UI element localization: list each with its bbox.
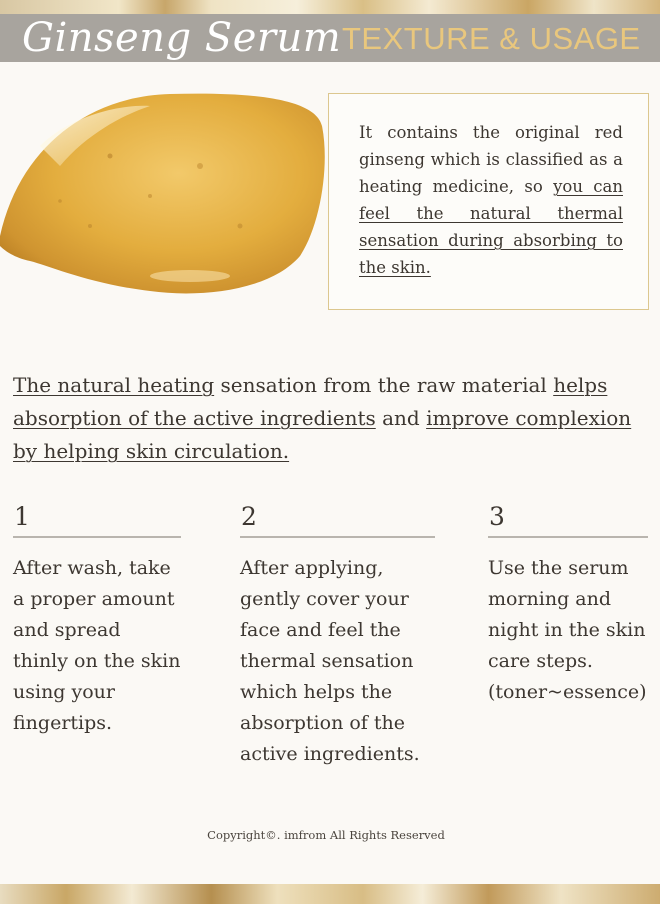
top-decorative-strip: [0, 0, 660, 14]
lead-part-2: sensation from the raw material: [214, 373, 554, 397]
copyright-notice: Copyright©. imfrom All Rights Reserved: [207, 828, 445, 842]
serum-glint: [150, 270, 230, 282]
lead-part-1: The natural heating: [13, 373, 215, 397]
bottom-decorative-strip: [0, 884, 660, 904]
lead-part-4: and: [375, 406, 427, 430]
step-text: After applying, gently cover your face and feel the thermal sensation which helps the absorption of the active ingredients.: [240, 557, 420, 765]
brand-title: Ginseng Serum: [22, 15, 342, 61]
info-box: [328, 93, 649, 310]
info-text: [359, 119, 623, 281]
step-number: 1: [14, 502, 30, 531]
step-divider: [488, 536, 648, 538]
info-text-plain: It contains the original red ginseng which is classified as a heating medicine, so: [359, 123, 623, 196]
section-title: TEXTURE & USAGE: [342, 21, 641, 56]
serum-blob: [0, 94, 325, 294]
lead-part-3: helps absorption of the active ingredients: [13, 373, 608, 430]
step-text: After wash, take a proper amount and spread thinly on the skin using your fingertips.: [13, 557, 181, 734]
step-divider: [13, 536, 181, 538]
lead-paragraph: [13, 369, 643, 468]
step-number: 2: [241, 502, 257, 531]
step-divider: [240, 536, 435, 538]
step-2: [240, 500, 435, 770]
info-text-underlined: you can feel the natural thermal sensation during absorbing to the skin.: [359, 177, 623, 277]
serum-texture-image: [0, 86, 330, 306]
lead-part-5: improve complexion by helping skin circulation.: [13, 406, 632, 463]
step-1: [13, 500, 181, 739]
step-3: [488, 500, 648, 708]
step-text: Use the serum morning and night in the skin care steps. (toner~essence): [488, 557, 647, 703]
step-number: 3: [489, 502, 505, 531]
